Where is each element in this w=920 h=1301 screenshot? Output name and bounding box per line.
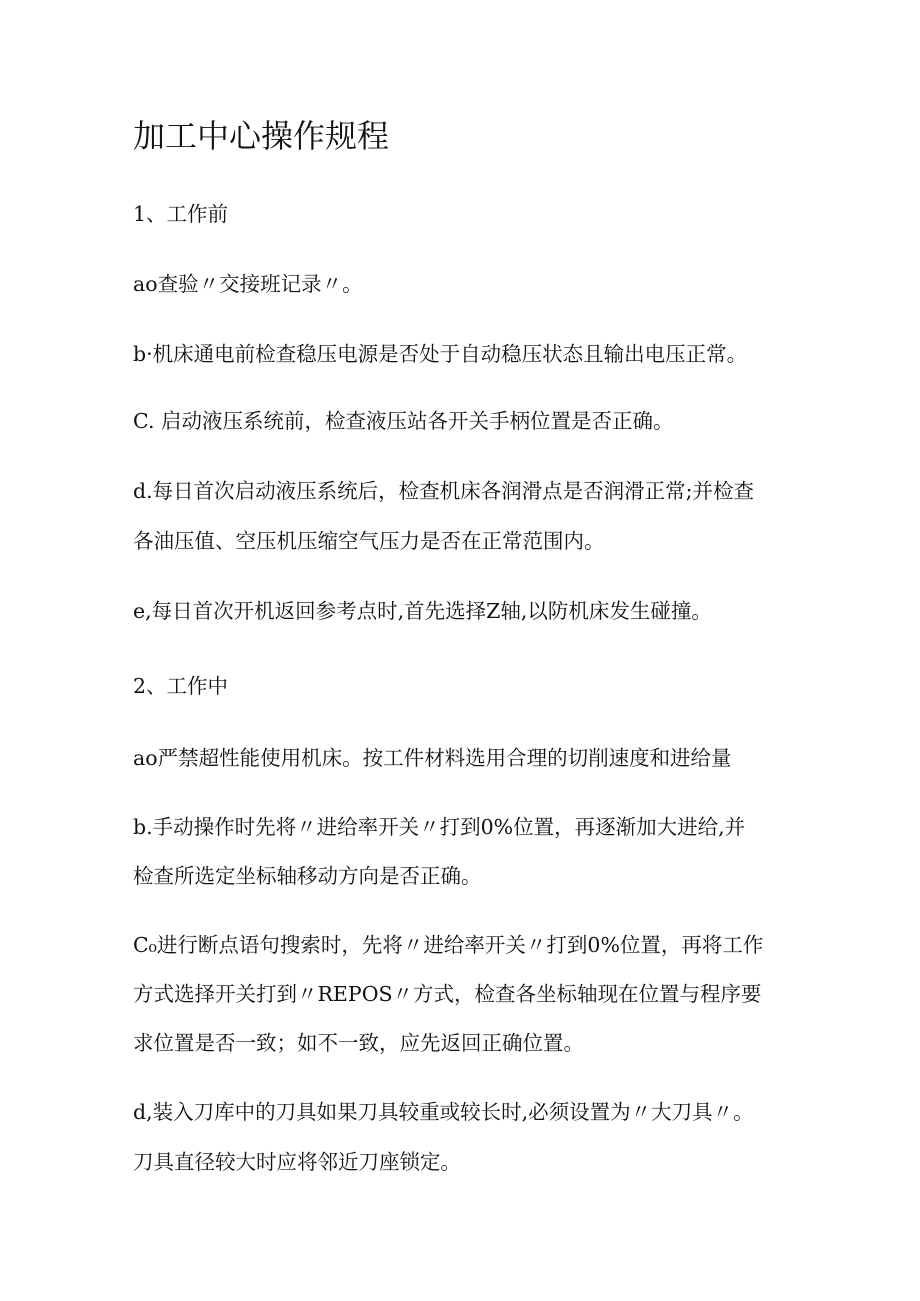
- section-heading-before-work: 1、工作前: [133, 202, 229, 226]
- item-1c: C. 启动液压系统前，检查液压站各开关手柄位置是否正确。: [133, 409, 674, 433]
- item-2a: ao严禁超性能使用机床。按工件材料选用合理的切削速度和进给量: [133, 746, 732, 770]
- item-1e: e,每日首次开机返回参考点时,首先选择Z轴,以防机床发生碰撞。: [133, 599, 712, 623]
- section-heading-during-work: 2、工作中: [133, 674, 229, 698]
- item-2c-line2: 方式选择开关打到〃REPOS〃方式，检查各坐标轴现在位置与程序要: [133, 982, 762, 1006]
- item-1a: ao查验〃交接班记录〃。: [133, 272, 363, 296]
- item-1b: b·机床通电前检查稳压电源是否处于自动稳压状态且输出电压正常。: [133, 342, 748, 366]
- item-2c-line1: C₀进行断点语句搜索时，先将〃进给率开关〃打到0%位置，再将工作: [133, 933, 764, 957]
- item-2c-line3: 求位置是否一致；如不一致，应先返回正确位置。: [133, 1031, 584, 1055]
- item-2b-line1: b.手动操作时先将〃进给率开关〃打到0%位置，再逐渐加大进给,并: [133, 815, 746, 839]
- item-2b-line2: 检查所选定坐标轴移动方向是否正确。: [133, 864, 482, 888]
- item-1d-line1: d.每日首次启动液压系统后，检查机床各润滑点是否润滑正常;并检查: [133, 479, 755, 503]
- item-2d-line2: 刀具直径较大时应将邻近刀座锁定。: [133, 1150, 461, 1174]
- item-1d-line2: 各油压值、空压机压缩空气压力是否在正常范围内。: [133, 529, 605, 553]
- item-2d-line1: d,装入刀库中的刀具如果刀具较重或较长时,必须设置为〃大刀具〃。: [133, 1100, 754, 1124]
- document-title: 加工中心操作规程: [133, 117, 390, 155]
